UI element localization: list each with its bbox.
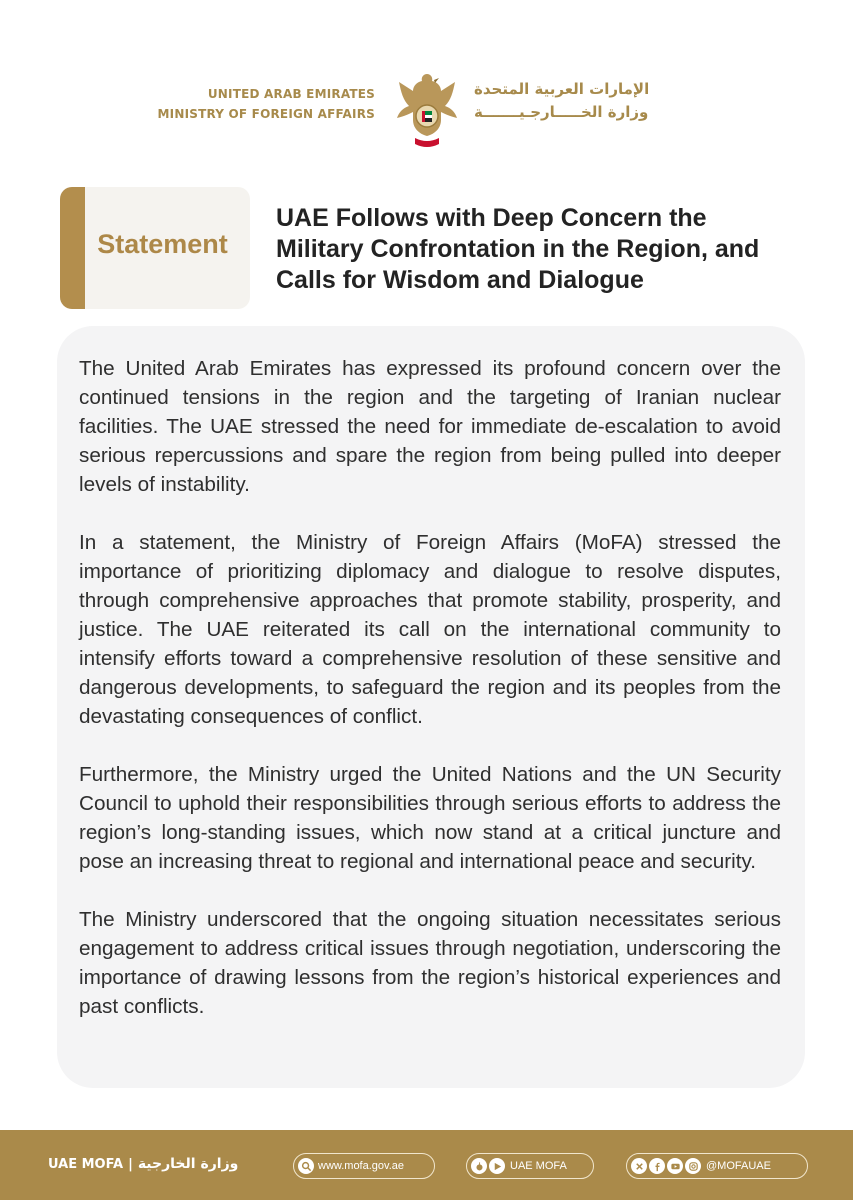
uae-emblem-falcon-icon [393, 70, 461, 152]
header [0, 60, 853, 160]
youtube-icon[interactable] [667, 1158, 683, 1174]
statement-tag [60, 187, 250, 309]
social-icons [631, 1158, 701, 1174]
body-paragraph: The United Arab Emirates has expressed its profound concern over the continued tensions in the region and the targeting of Iranian nuclear facilities. The UAE stressed the need for immediate de-escalation to avoid serious repercussions and spare the region from being pulled into deeper levels of instability. [79, 357, 781, 496]
apps-label: UAE MOFA [510, 1160, 567, 1172]
facebook-icon[interactable] [649, 1158, 665, 1174]
instagram-icon[interactable] [685, 1158, 701, 1174]
footer-brand [48, 1156, 238, 1172]
social-links[interactable] [626, 1153, 808, 1179]
app-icons [471, 1158, 505, 1174]
google-play-icon [489, 1158, 505, 1174]
statement-body-card [57, 326, 805, 1088]
body-paragraph: The Ministry underscored that the ongoing situation necessitates serious engagement to address critical issues through negotiation, underscoring the importance of drawing lessons from the region’s historical experiences and past conflicts. [79, 908, 781, 1018]
social-handle: @MOFAUAE [706, 1160, 771, 1172]
website-url: www.mofa.gov.ae [318, 1160, 405, 1172]
brand-ar: وزارة الخارجية [137, 1156, 239, 1172]
search-icon [298, 1158, 314, 1174]
app-store-link[interactable] [466, 1153, 594, 1179]
ministry-name-ar [474, 78, 649, 124]
website-link[interactable] [293, 1153, 435, 1179]
statement-label: Statement [97, 229, 228, 259]
body-paragraph: Furthermore, the Ministry urged the United Nations and the UN Security Council to uphold their responsibilities through serious efforts to address the region’s long-standing issues, which now stand at a critical juncture and pose an increasing threat to regional and international peace and security. [79, 763, 781, 873]
statement-accent-bar [60, 187, 85, 309]
ministry-name-en [158, 84, 375, 124]
country-name-en: UNITED ARAB EMIRATES [207, 87, 375, 101]
x-twitter-icon[interactable] [631, 1158, 647, 1174]
footer [0, 1130, 853, 1200]
country-name-ar: الإمارات العربية المتحدة [474, 80, 650, 98]
body-paragraph: In a statement, the Ministry of Foreign Affairs (MoFA) stressed the importance of prioritizing diplomacy and dialogue to resolve disputes, through comprehensive approaches that promote stability, prosperity, and justice. The UAE reiterated its call on the international community to intensify efforts toward a comprehensive resolution of these sensitive and dangerous developments, to safeguard the region and its peoples from the devastating consequences of conflict. [79, 531, 781, 728]
brand-separator: | [128, 1157, 133, 1172]
headline: UAE Follows with Deep Concern the Military Confrontation in the Region, and Calls for Wisdom and Dialogue [276, 204, 760, 294]
ministry-label-en: MINISTRY OF FOREIGN AFFAIRS [157, 107, 375, 121]
apple-icon [471, 1158, 487, 1174]
brand-en: UAE MOFA [48, 1157, 124, 1172]
ministry-label-ar: وزارة الخـــــارجـيـــــــة [474, 103, 649, 121]
statement-body [79, 354, 781, 1050]
